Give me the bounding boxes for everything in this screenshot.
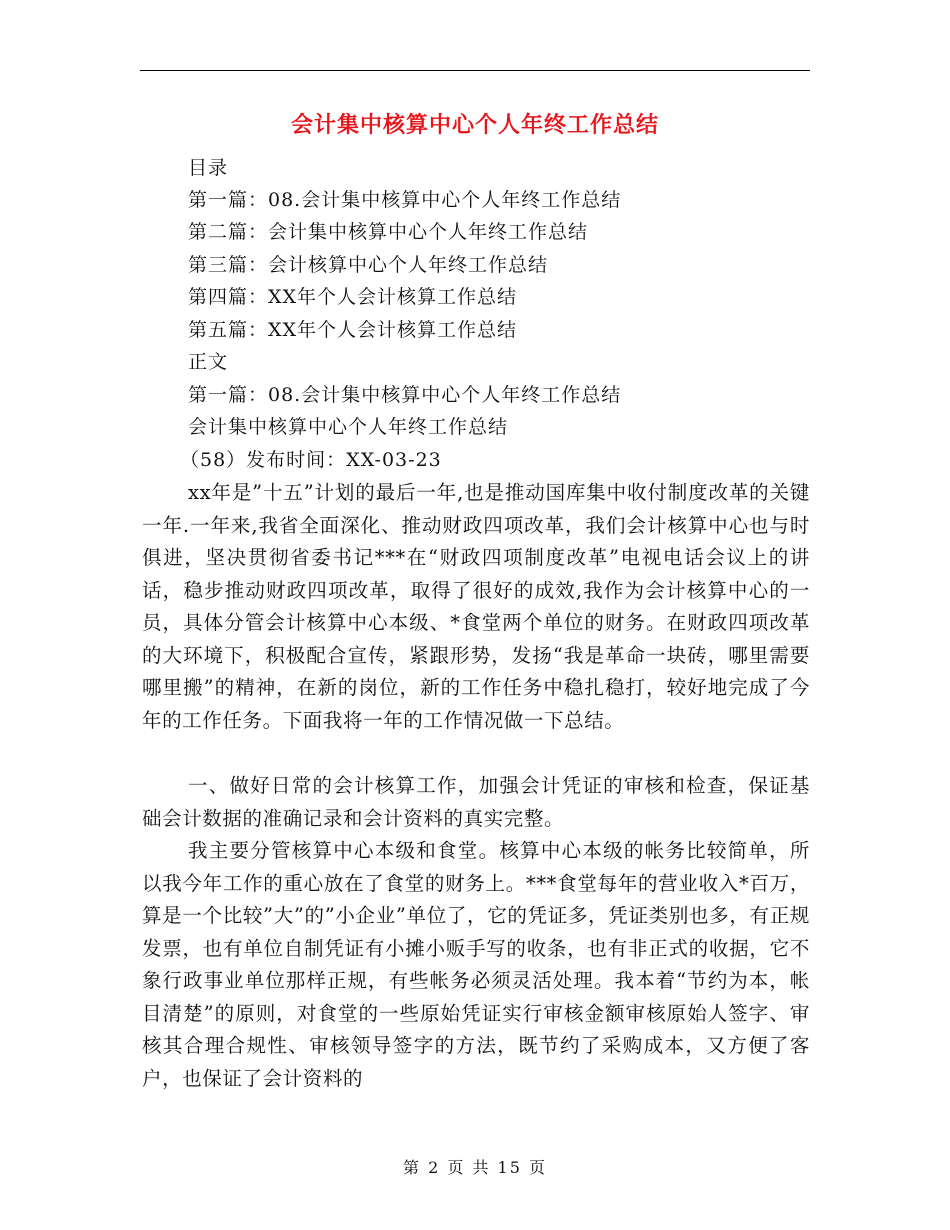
article-title: 会计集中核算中心个人年终工作总结 bbox=[188, 416, 509, 438]
paragraph-3: 我主要分管核算中心本级和食堂。核算中心本级的帐务比较简单，所以我今年工作的重心放在了食堂的财务上。***食堂每年的营业收入*百万，算是一个比较”大”的”小企业”单位了，它的凭证多，凭证类别也多，有正规发票，也有单位自制凭证有小摊小贩手写的收条，也有非正式的收据，它不象行政事业单位那样正规，有些帐务必须灵活处理。我本着“节约为本，帐目清楚”的原则，对食堂的一些原始凭证实行审核金额审核原始人签字、审核其合理合规性、审核领导签字的方法，既节约了采购成本，又方便了客户，也保证了会计资料的 bbox=[142, 839, 810, 1090]
toc-item-4: 第四篇：XX年个人会计核算工作总结 bbox=[188, 286, 518, 308]
page-footer: 第 2 页 共 15 页 bbox=[403, 1158, 547, 1177]
toc-item-3: 第三篇：会计核算中心个人年终工作总结 bbox=[188, 254, 549, 276]
toc-heading: 目录 bbox=[188, 157, 229, 179]
paragraph-2: 一、做好日常的会计核算工作，加强会计凭证的审核和检查，保证基础会计数据的准确记录和会计资料的真实完整。 bbox=[142, 774, 810, 830]
part-title: 第一篇：08.会计集中核算中心个人年终工作总结 bbox=[188, 384, 622, 406]
header-rule bbox=[140, 70, 810, 71]
paragraph-1: xx年是”十五”计划的最后一年,也是推动国库集中收付制度改革的关键一年.一年来,我省全面深化、推动财政四项改革，我们会计核算中心也与时俱进，坚决贯彻省委书记***在“财政四项制度改革”电视电话会议上的讲话，稳步推动财政四项改革，取得了很好的成效,我作为会计核算中心的一员，具体分管会计核算中心本级、*食堂两个单位的财务。在财政四项改革的大环境下，积极配合宣传，紧跟形势，发扬“我是革命一块砖，哪里需要哪里搬”的精神，在新的岗位，新的工作任务中稳扎稳打，较好地完成了今年的工作任务。下面我将一年的工作情况做一下总结。 bbox=[142, 481, 810, 732]
document-title: 会计集中核算中心个人年终工作总结 bbox=[290, 113, 659, 138]
body-heading: 正文 bbox=[188, 351, 229, 373]
toc-item-1: 第一篇：08.会计集中核算中心个人年终工作总结 bbox=[188, 189, 622, 211]
toc-item-2: 第二篇：会计集中核算中心个人年终工作总结 bbox=[188, 221, 589, 243]
publish-date: （58）发布时间：XX-03-23 bbox=[180, 449, 442, 471]
toc-item-5: 第五篇：XX年个人会计核算工作总结 bbox=[188, 319, 518, 341]
